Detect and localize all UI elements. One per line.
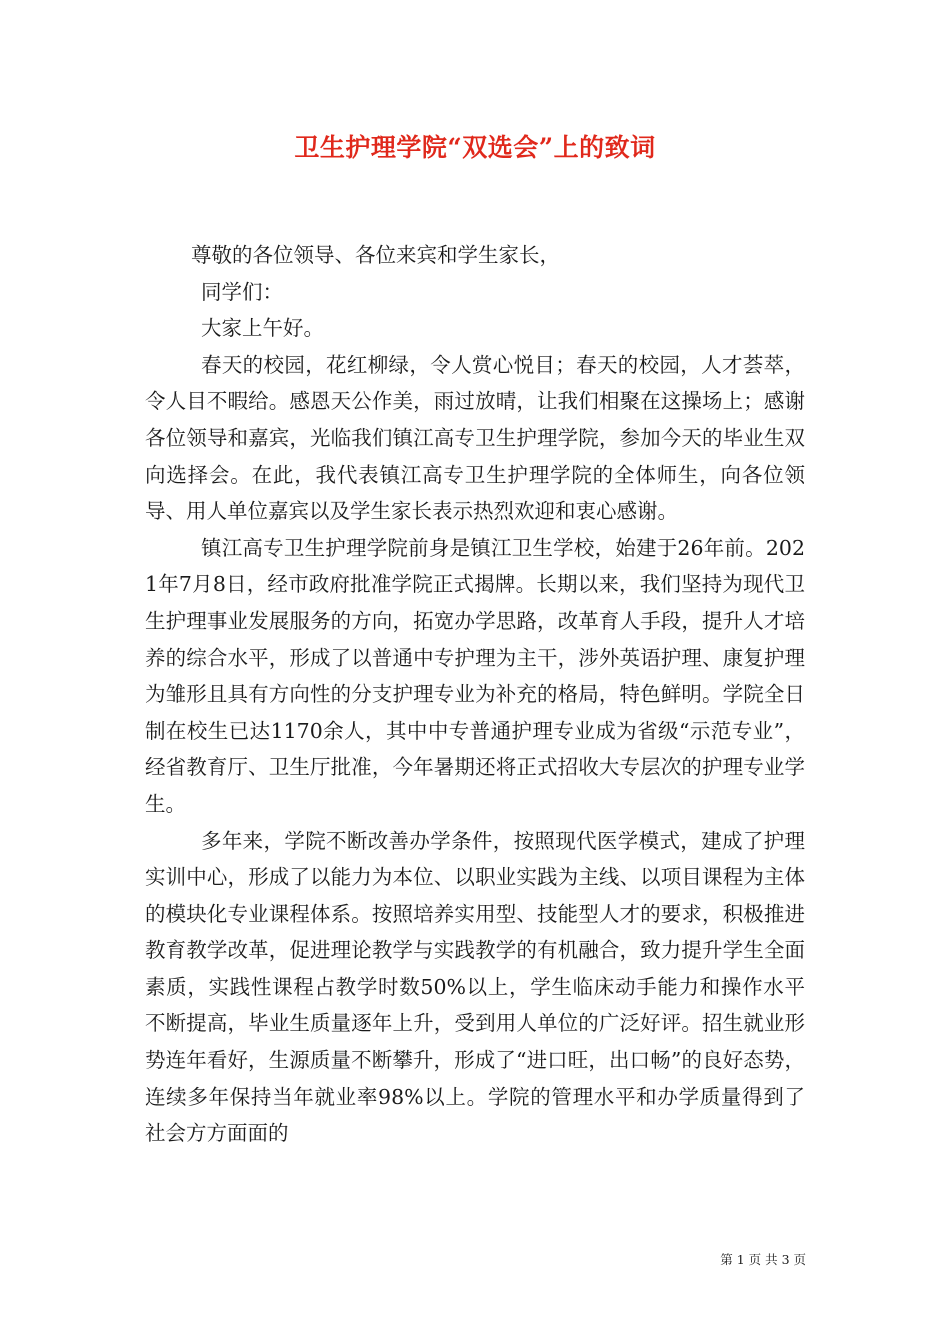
paragraph: 镇江高专卫生护理学院前身是镇江卫生学校，始建于26年前。2021年7月8日，经市政府批准学院正式揭牌。长期以来，我们坚持为现代卫生护理事业发展服务的方向，拓宽办学思路，改革育人手段，提升人才培养的综合水平，形成了以普通中专护理为主干，涉外英语护理、康复护理为雏形且具有方向性的分支护理专业为补充的格局，特色鲜明。学院全日制在校生已达1170余人，其中中专普通护理专业成为省级“示范专业”，经省教育厅、卫生厅批准，今年暑期还将正式招收大专层次的护理专业学生。 xyxy=(145,535,805,816)
salutation: 尊敬的各位领导、各位来宾和学生家长， xyxy=(191,243,560,267)
page-number: 第 1 页 共 3 页 xyxy=(720,1252,806,1267)
paragraph: 多年来，学院不断改善办学条件，按照现代医学模式，建成了护理实训中心，形成了以能力为本位、以职业实践为主线、以项目课程为主体的模块化专业课程体系。按照培养实用型、技能型人才的要求，积极推进教育教学改革，促进理论教学与实践教学的有机融合，致力提升学生全面素质，实践性课程占教学时数50%以上，学生临床动手能力和操作水平不断提高，毕业生质量逐年上升，受到用人单位的广泛好评。招生就业形势连年看好，生源质量不断攀升，形成了“进口旺，出口畅”的良好态势，连续多年保持当年就业率98%以上。学院的管理水平和办学质量得到了社会方方面面的 xyxy=(145,828,805,1146)
greeting: 大家上午好。 xyxy=(201,316,324,341)
paragraph: 春天的校园，花红柳绿，令人赏心悦目；春天的校园，人才荟萃，令人目不暇给。感恩天公作美，雨过放晴，让我们相聚在这操场上；感谢各位领导和嘉宾，光临我们镇江高专卫生护理学院，参加今天的毕业生双向选择会。在此，我代表镇江高专卫生护理学院的全体师生，向各位领导、用人单位嘉宾以及学生家长表示热烈欢迎和衷心感谢。 xyxy=(145,352,805,524)
document-title: 卫生护理学院“双选会”上的致词 xyxy=(294,133,656,162)
salutation-students: 同学们： xyxy=(201,279,283,304)
document-body xyxy=(145,237,805,1152)
